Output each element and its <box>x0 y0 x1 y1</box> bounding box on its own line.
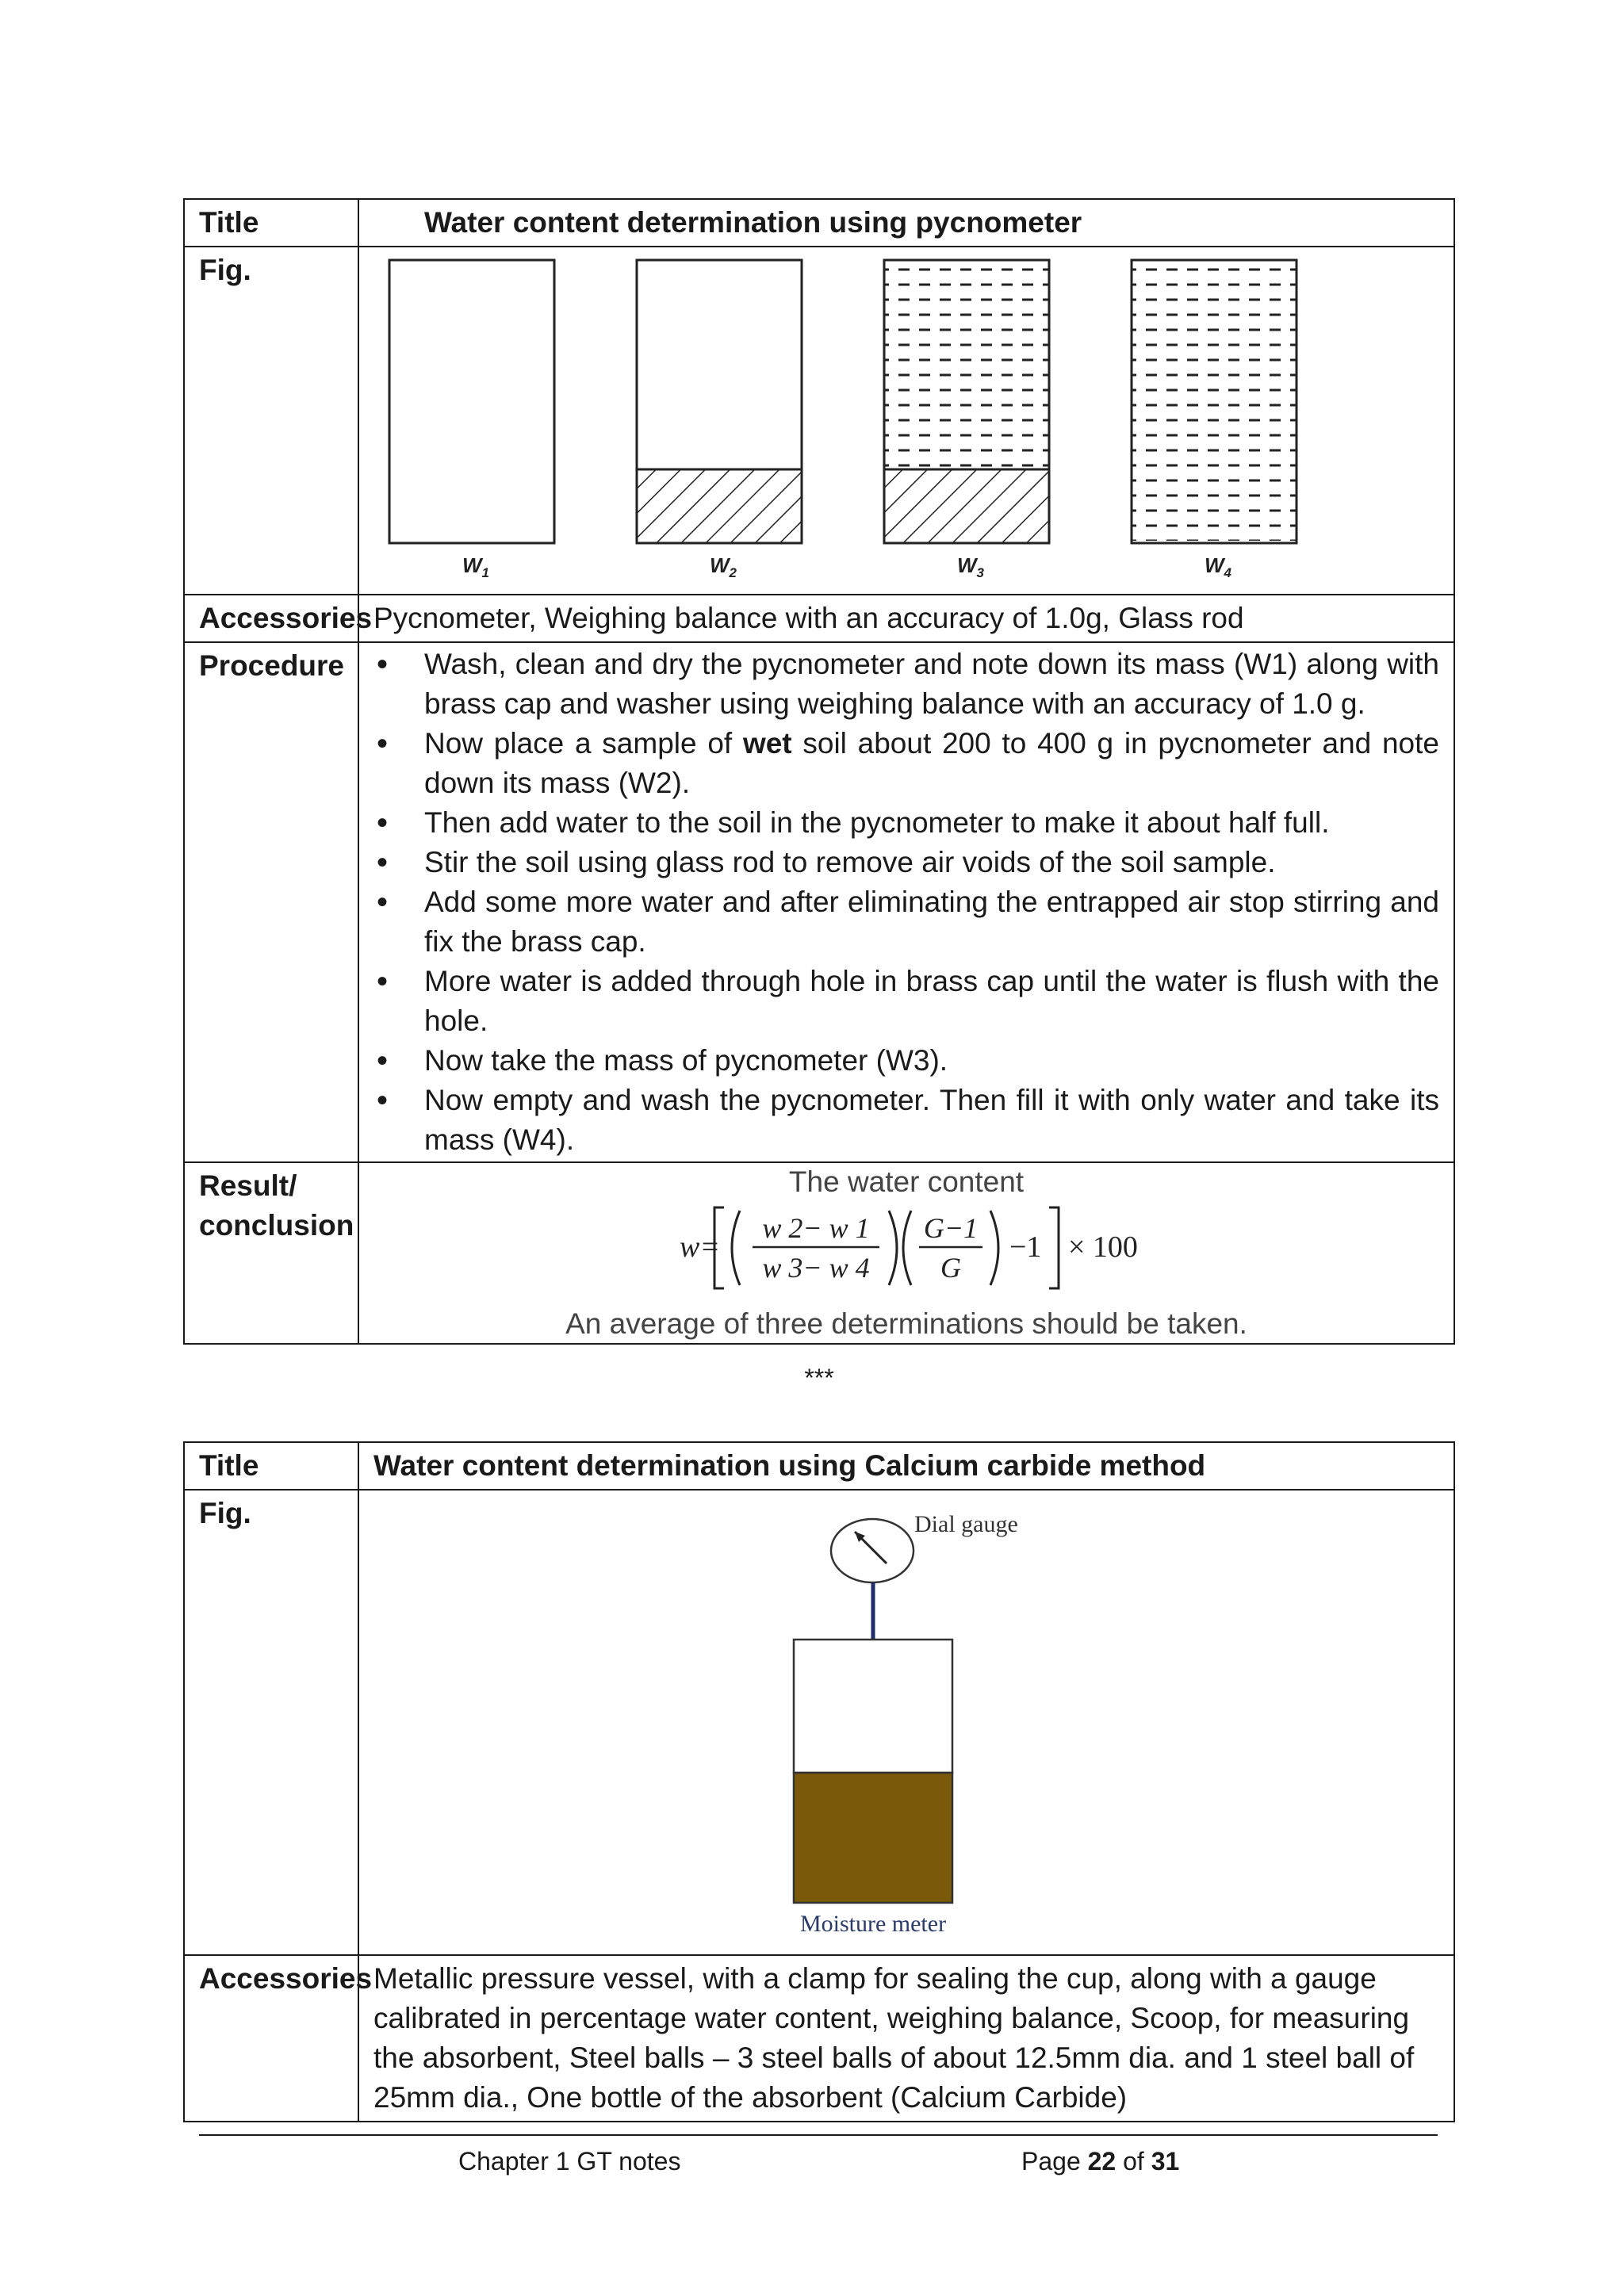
jar-w4 <box>1132 260 1297 543</box>
svg-text:G−1: G−1 <box>923 1212 979 1244</box>
procedure-step: • Add some more water and after eliminating the entrapped air stop stirring and fix the brass cap. <box>373 882 1439 962</box>
accessories-text: Metallic pressure vessel, with a clamp for sealing the cup, along with a gauge calibrated in percentage water content, weighing balance, Scoop, for measuring the absorbent, Steel balls – 3 steel balls of about 12.5mm dia. and 1 steel ball of 25mm dia., One bottle of the absorbent (Calcium Carbide) <box>358 1955 1454 2122</box>
procedure-step: • Now take the mass of pycnometer (W3). <box>373 1041 1439 1081</box>
accessories-label: Accessories <box>184 1955 358 2122</box>
title-label: Title <box>184 199 358 247</box>
fig-label: Fig. <box>184 247 358 595</box>
procedure-step: • Stir the soil using glass rod to remove air voids of the soil sample. <box>373 843 1439 882</box>
section-title: Water content determination using pycnometer <box>358 199 1454 247</box>
fig-label: Fig. <box>184 1490 358 1955</box>
footer-rule <box>199 2134 1438 2136</box>
water-content-formula <box>366 1201 1447 1295</box>
section-separator: *** <box>804 1364 834 1392</box>
svg-text:× 100: × 100 <box>1068 1230 1138 1264</box>
procedure-list <box>373 645 1439 1160</box>
jar-label-w2: $W_2$ <box>710 553 737 580</box>
jar-label-w3: $W_3$ <box>957 553 985 580</box>
soil-sample <box>794 1773 952 1903</box>
procedure-step: • Now place a sample of wet soil about 200 to 400 g in pycnometer and note down its mass (W2). <box>373 724 1439 803</box>
svg-text:w 2− w 1: w 2− w 1 <box>762 1212 870 1244</box>
moisture-meter-figure <box>358 1490 1454 1955</box>
pycnometer-jars-svg <box>359 247 1441 584</box>
jar-w3 <box>884 260 1049 543</box>
svg-text:w 3− w 4: w 3− w 4 <box>762 1252 870 1284</box>
moisture-meter-svg <box>359 1490 1441 1944</box>
title-label: Title <box>184 1442 358 1490</box>
procedure-label: Procedure <box>184 642 358 1162</box>
jar-label-w4: $W_4$ <box>1205 553 1232 580</box>
result-note: An average of three determinations should be taken. <box>565 1307 1247 1340</box>
procedure-step: • More water is added through hole in brass cap until the water is flush with the hole. <box>373 962 1439 1041</box>
svg-text:−1: −1 <box>1009 1230 1042 1264</box>
procedure-step: • Now empty and wash the pycnometer. Then fill it with only water and take its mass (W4). <box>373 1081 1439 1160</box>
result-label: Result/ conclusion <box>184 1162 358 1344</box>
calcium-carbide-table <box>183 1441 1455 2122</box>
moisture-meter-label: Moisture meter <box>799 1911 947 1937</box>
procedure-step: • Wash, clean and dry the pycnometer and note down its mass (W1) along with brass cap and washer using weighing balance with an accuracy of 1.0 g. <box>373 645 1439 724</box>
result-cell <box>358 1162 1454 1344</box>
svg-text:w=: w= <box>680 1230 720 1264</box>
jar-label-w1: $W_1$ <box>462 553 490 580</box>
footer-page-number: Page 22 of 31 <box>1021 2147 1180 2175</box>
footer-chapter: Chapter 1 GT notes <box>458 2147 681 2175</box>
procedure-step: • Then add water to the soil in the pycnometer to make it about half full. <box>373 803 1439 843</box>
jar-w1 <box>389 260 554 543</box>
moisture-vessel <box>794 1640 952 1903</box>
jar-w2 <box>637 260 802 543</box>
dial-gauge-label: Dial gauge <box>914 1511 1018 1537</box>
pycnometer-table <box>183 198 1455 1345</box>
procedure-cell <box>358 642 1454 1162</box>
pycnometer-figure <box>358 247 1454 595</box>
accessories-label: Accessories <box>184 595 358 642</box>
result-intro: The water content <box>788 1165 1025 1198</box>
accessories-text: Pycnometer, Weighing balance with an accuracy of 1.0g, Glass rod <box>358 595 1454 642</box>
svg-text:G: G <box>940 1252 961 1284</box>
dial-gauge <box>831 1519 914 1582</box>
section-title: Water content determination using Calcium carbide method <box>358 1442 1454 1490</box>
